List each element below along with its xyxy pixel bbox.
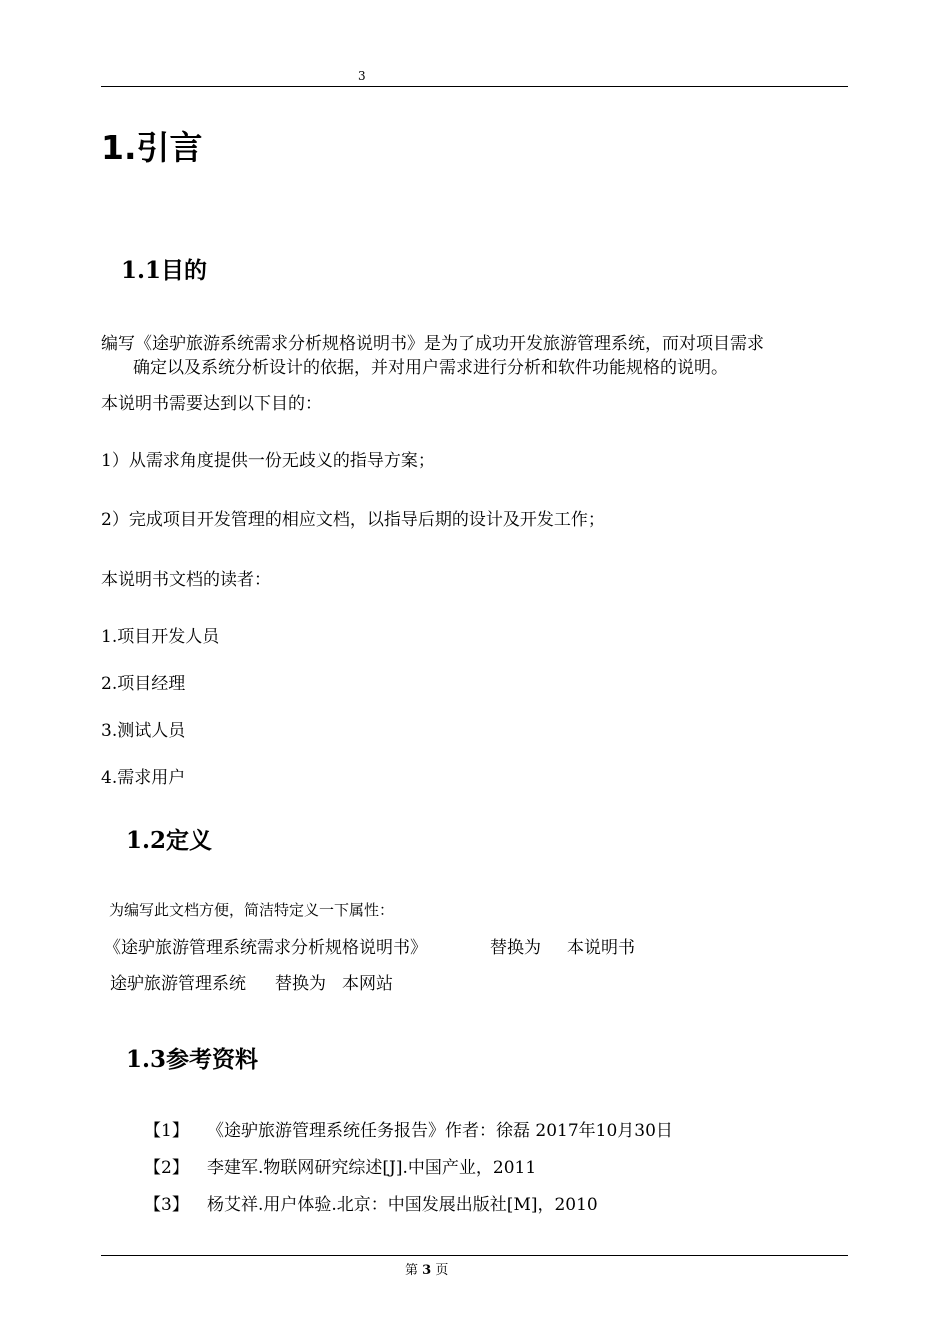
reader-item: 1.项目开发人员: [101, 627, 220, 647]
purpose-paragraph-line1: 编写《途驴旅游系统需求分析规格说明书》是为了成功开发旅游管理系统，而对项目需求: [101, 334, 764, 354]
purpose-paragraph-line2: 确定以及系统分析设计的依据，并对用户需求进行分析和软件功能规格的说明。: [133, 358, 728, 378]
chapter-title: 1.引言: [101, 128, 203, 167]
definitions-intro: 为编写此文档方便，简洁特定义一下属性：: [109, 901, 395, 919]
reader-item: 4.需求用户: [101, 768, 186, 788]
header-page-number: 3: [358, 69, 366, 83]
reference-text: 杨艾祥.用户体验.北京：中国发展出版社[M]，2010: [207, 1195, 598, 1215]
reader-item: 3.测试人员: [101, 721, 186, 741]
footer-page-number: 3: [422, 1263, 432, 1278]
definition-replacement: 本说明书: [567, 938, 635, 958]
readers-intro: 本说明书文档的读者：: [101, 570, 271, 590]
reference-number: 【3】: [144, 1195, 189, 1215]
section-heading-purpose: 1.1目的: [121, 257, 208, 284]
definition-replacement: 本网站: [342, 974, 393, 994]
footer-suffix: 页: [435, 1263, 449, 1278]
reader-item: 2.项目经理: [101, 674, 186, 694]
definition-term: 途驴旅游管理系统: [110, 974, 246, 994]
section-heading-references: 1.3参考资料: [126, 1046, 259, 1073]
goals-intro: 本说明书需要达到以下目的：: [101, 394, 322, 414]
reference-number: 【1】: [144, 1121, 189, 1141]
reference-number: 【2】: [144, 1158, 189, 1178]
reference-text: 《途驴旅游管理系统任务报告》作者：徐磊 2017年10月30日: [207, 1121, 673, 1141]
footer-page-label: [405, 1259, 448, 1278]
goal-item: 1）从需求角度提供一份无歧义的指导方案；: [101, 451, 435, 471]
footer-prefix: 第: [405, 1263, 419, 1278]
definition-term: 《途驴旅游管理系统需求分析规格说明书》: [104, 938, 427, 958]
header-rule: [101, 86, 848, 87]
section-heading-definitions: 1.2定义: [126, 827, 213, 854]
definition-verb: 替换为: [490, 938, 541, 958]
definition-verb: 替换为: [275, 974, 326, 994]
reference-text: 李建军.物联网研究综述[J].中国产业，2011: [207, 1158, 537, 1178]
footer-rule: [101, 1255, 848, 1256]
goal-item: 2）完成项目开发管理的相应文档，以指导后期的设计及开发工作；: [101, 510, 605, 530]
